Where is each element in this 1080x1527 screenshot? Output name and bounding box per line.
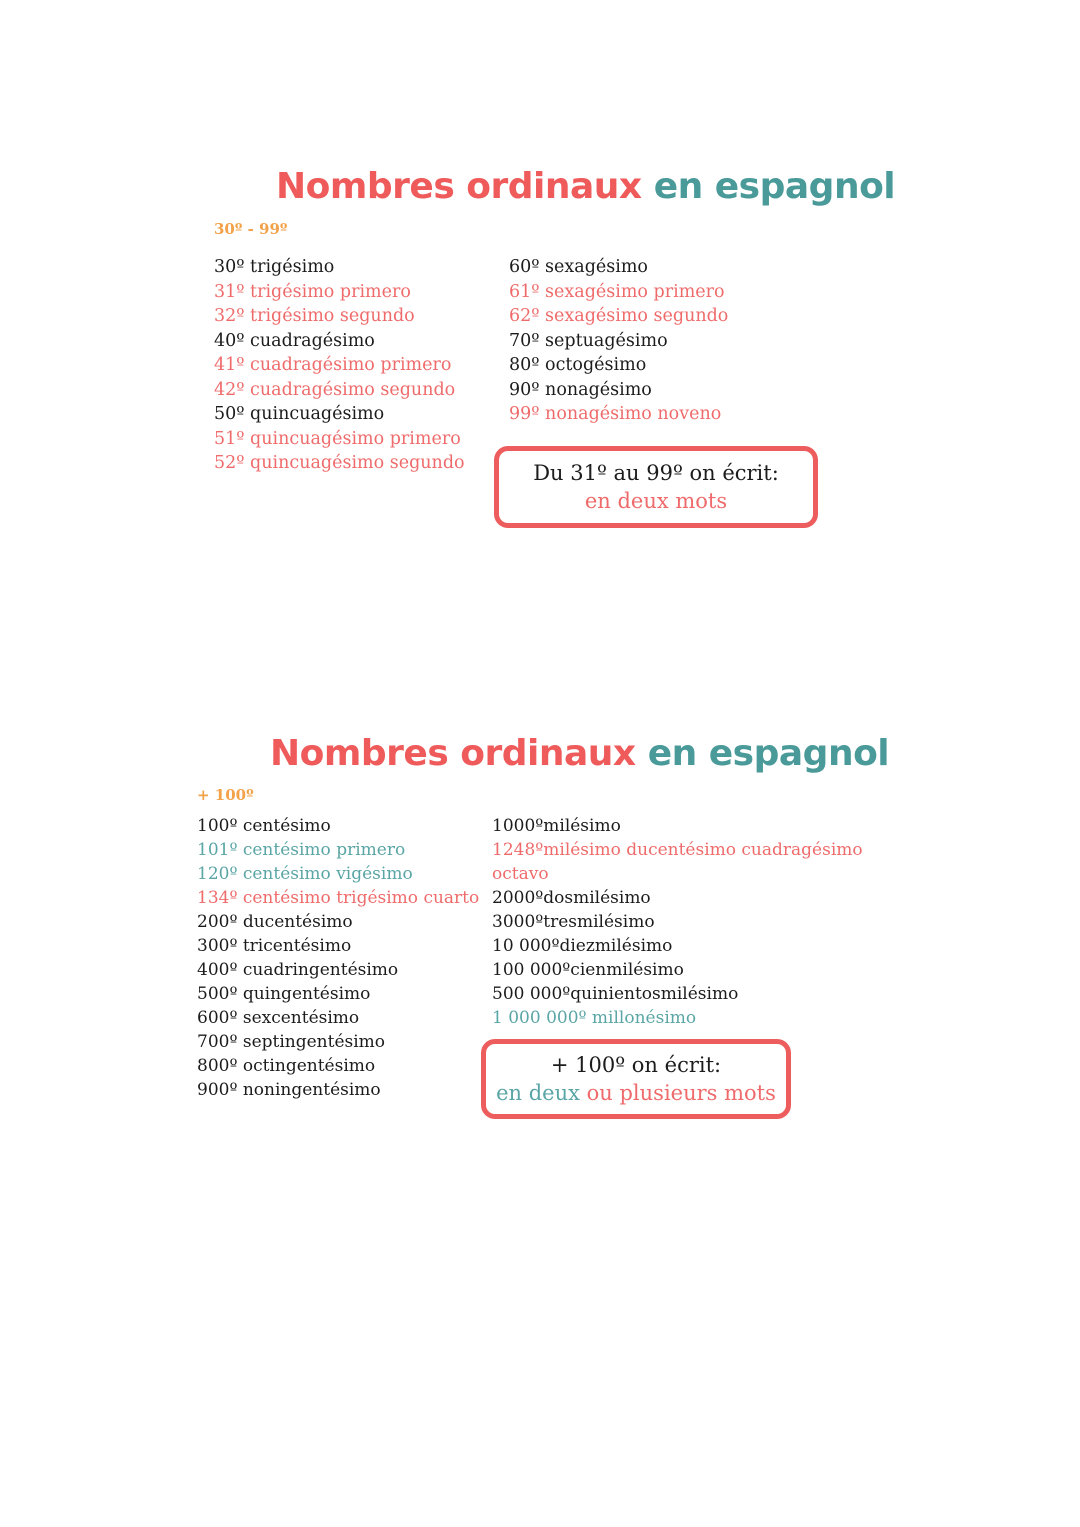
section2-note-line1: + 100º on écrit:: [550, 1053, 722, 1077]
section1-note-box: [494, 446, 818, 528]
section2-title: [270, 733, 889, 774]
section1-title-teal: en espagnol: [653, 166, 896, 207]
section1-title: [276, 166, 895, 207]
list-item: 200º ducentésimo: [197, 912, 353, 932]
list-item: 100º centésimo: [197, 816, 331, 836]
list-item: 32º trigésimo segundo: [214, 306, 415, 326]
section1-note-line2: en deux mots: [584, 489, 728, 513]
list-item: 51º quincuagésimo primero: [214, 428, 461, 449]
list-item: 99º nonagésimo noveno: [509, 404, 722, 424]
list-item: 700º septingentésimo: [197, 1032, 386, 1052]
list-item: 2000ºdosmilésimo: [492, 888, 651, 908]
list-item: 800º octingentésimo: [197, 1056, 376, 1076]
section2-left-list: [197, 814, 479, 1102]
section1-title-red: Nombres ordinaux: [276, 166, 642, 207]
list-item: 500 000ºquinientosmilésimo: [492, 984, 739, 1004]
list-item: 41º cuadragésimo primero: [214, 355, 452, 375]
list-item: 134º centésimo trigésimo cuarto: [197, 888, 480, 908]
list-item: 1 000 000º millonésimo: [492, 1008, 697, 1028]
list-item: 10 000ºdiezmilésimo: [492, 936, 673, 956]
section1-note-line1: Du 31º au 99º on écrit:: [533, 461, 779, 485]
list-item: 600º sexcentésimo: [197, 1008, 360, 1028]
section1-range-label: 30º - 99º: [214, 220, 288, 238]
list-item: 900º noningentésimo: [197, 1080, 381, 1100]
list-item: 50º quincuagésimo: [214, 404, 385, 424]
list-item: 90º nonagésimo: [509, 379, 652, 400]
list-item: 100 000ºcienmilésimo: [492, 960, 684, 980]
list-item: 300º tricentésimo: [197, 936, 352, 956]
list-item: 60º sexagésimo: [509, 257, 648, 277]
section2-right-list: [492, 814, 863, 1030]
list-item: 400º cuadringentésimo: [197, 960, 399, 980]
section2-title-teal: en espagnol: [647, 733, 890, 774]
list-item: 42º cuadragésimo segundo: [214, 379, 456, 400]
list-item: octavo: [492, 864, 549, 884]
list-item: 40º cuadragésimo: [214, 330, 375, 351]
section2-note-line2-a: en deux: [496, 1081, 580, 1105]
section1-right-list: [509, 255, 728, 427]
section1-left-list: [214, 255, 465, 476]
section2-title-red: Nombres ordinaux: [270, 733, 636, 774]
list-item: 62º sexagésimo segundo: [509, 306, 729, 326]
list-item: 70º septuagésimo: [509, 330, 668, 351]
list-item: 1000ºmilésimo: [492, 816, 621, 836]
list-item: 80º octogésimo: [509, 355, 647, 375]
list-item: 1248ºmilésimo ducentésimo cuadragésimo: [492, 840, 863, 860]
list-item: 31º trigésimo primero: [214, 281, 411, 302]
section2-note-box: [481, 1039, 791, 1119]
list-item: 30º trigésimo: [214, 257, 335, 277]
section2-note-line2-b: ou plusieurs mots: [579, 1081, 776, 1105]
list-item: 3000ºtresmilésimo: [492, 912, 655, 932]
list-item: 120º centésimo vigésimo: [197, 864, 413, 884]
list-item: 101º centésimo primero: [197, 840, 406, 860]
section2-note-line2: [486, 1081, 786, 1105]
list-item: 61º sexagésimo primero: [509, 281, 725, 302]
list-item: 500º quingentésimo: [197, 984, 371, 1004]
section2-range-label: + 100º: [197, 786, 254, 804]
list-item: 52º quincuagésimo segundo: [214, 453, 465, 473]
